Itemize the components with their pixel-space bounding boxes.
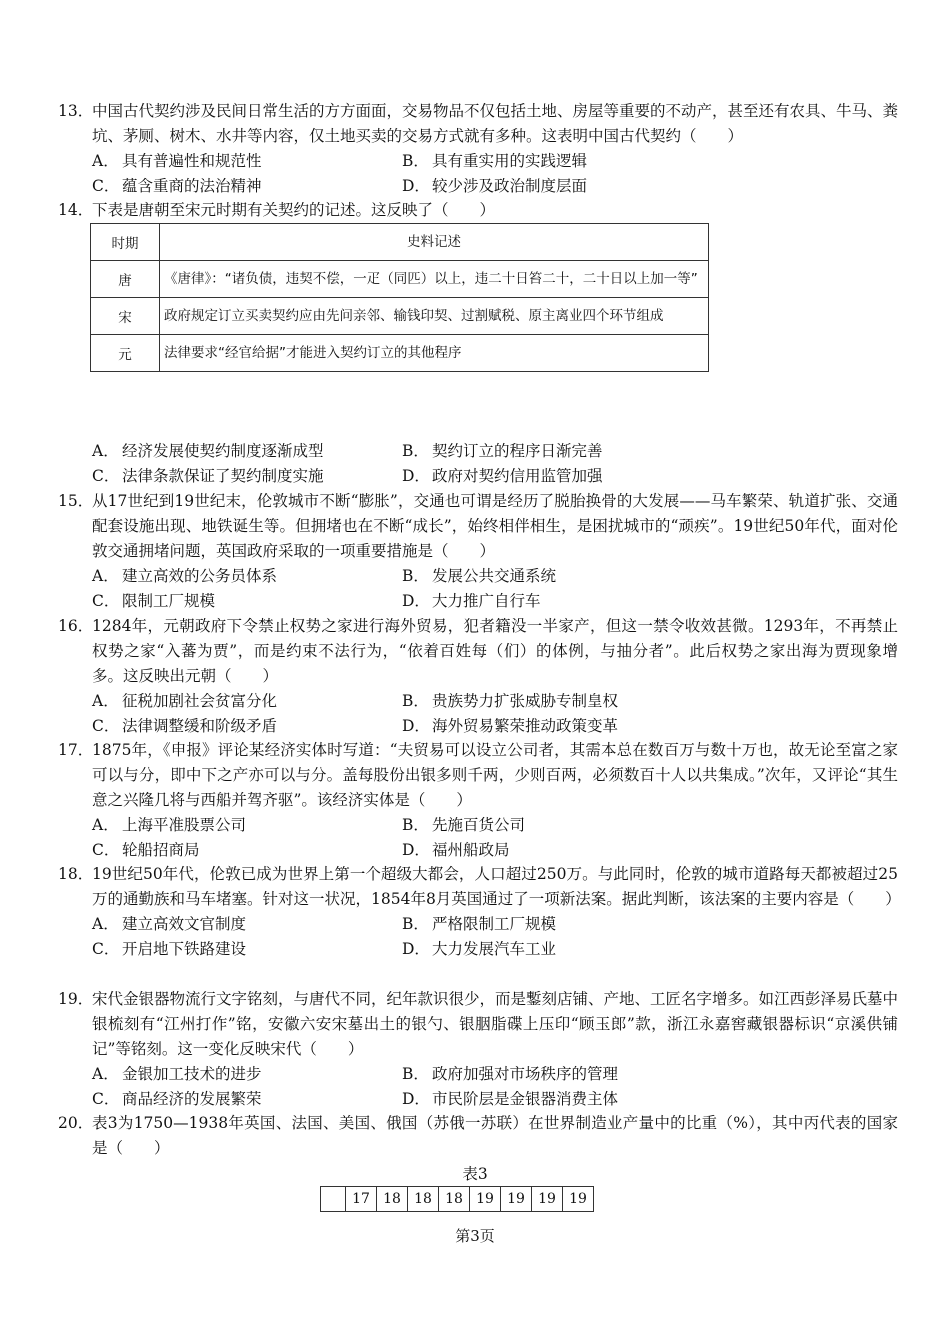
- question-text: 19世纪50年代，伦敦已成为世界上第一个超级大都会，人口超过250万。与此同时，伦敦的城市道路每天都被超过25万的通勤族和马车堵塞。针对这一状况，1854年8月英国通过了一项新法案。据此判断，该法案的主要内容是（ ）: [92, 865, 901, 908]
- option-b[interactable]: B． 发展公共交通系统: [402, 567, 557, 585]
- option-c[interactable]: C． 限制工厂规模: [92, 592, 216, 610]
- question-text: 宋代金银器物流行文字铭刻，与唐代不同，纪年款识很少，而是鏨刻店铺、产地、工匠名字增多。如江西彭泽易氏墓中银梳刻有“江州打作”铭，安徽六安宋墓出土的银勺、银胭脂碟上压印“顾玉郎”款，浙江永嘉窖藏银器标识“京溪供铺记”等铭刻。这一变化反映宋代（ ）: [92, 990, 899, 1058]
- options: [92, 439, 898, 489]
- table-header-cell: 时期: [91, 224, 160, 261]
- option-a[interactable]: A． 经济发展使契约制度逐渐成型: [92, 442, 324, 460]
- question-19: [58, 987, 898, 1112]
- table-header-row: [91, 224, 709, 261]
- option-a[interactable]: A． 具有普遍性和规范性: [92, 152, 262, 170]
- question-text: 中国古代契约涉及民间日常生活的方方面面，交易物品不仅包括土地、房屋等重要的不动产，甚至还有农具、牛马、粪坑、茅厕、树木、水井等内容，仅土地买卖的交易方式就有多种。这表明中国古代契约（ ）: [92, 102, 899, 145]
- table-cell: 18: [408, 1187, 439, 1212]
- table-cell: 19: [563, 1187, 594, 1212]
- question-text: 从17世纪到19世纪末，伦敦城市不断“膨胀”，交通也可谓是经历了脱胎换骨的大发展——马车繁荣、轨道扩张、交通配套设施出现、地铁诞生等。但拥堵也在不断“成长”，始终相伴相生，是困扰城市的“顽疾”。19世纪50年代，面对伦敦交通拥堵问题，英国政府采取的一项重要措施是（ ）: [92, 492, 898, 560]
- option-a[interactable]: A． 建立高效的公务员体系: [92, 567, 278, 585]
- option-a[interactable]: A． 建立高效文官制度: [92, 915, 247, 933]
- options: [92, 912, 898, 962]
- option-b[interactable]: B． 具有重实用的实践逻辑: [402, 152, 588, 170]
- option-c[interactable]: C． 法律条款保证了契约制度实施: [92, 467, 324, 485]
- table-cell: 18: [377, 1187, 408, 1212]
- record-cell: 法律要求“经官给据”才能进入契约订立的其他程序: [160, 335, 709, 372]
- option-d[interactable]: D． 政府对契约信用监管加强: [402, 467, 603, 485]
- option-a[interactable]: A． 金银加工技术的进步: [92, 1065, 262, 1083]
- options: [92, 689, 898, 739]
- option-b[interactable]: B． 契约订立的程序日渐完善: [402, 442, 603, 460]
- question-number: 17．: [58, 741, 94, 759]
- question-number: 16．: [58, 617, 94, 635]
- table-cell: 19: [532, 1187, 563, 1212]
- question-text: 下表是唐朝至宋元时期有关契约的记述。这反映了（ ）: [92, 201, 496, 219]
- question-text: 1284年，元朝政府下令禁止权势之家进行海外贸易，犯者籍没一半家产，但这一禁令收效甚微。1293年，不再禁止权势之家“入蕃为贾”，而是约束不法行为，“依着百姓每（们）的体例，与抽分者”。此后权势之家出海为贾现象增多。这反映出元朝（ ）: [92, 617, 898, 685]
- table-cell: 19: [470, 1187, 501, 1212]
- page-number: 第3页: [455, 1227, 495, 1245]
- option-c[interactable]: C． 开启地下铁路建设: [92, 940, 247, 958]
- option-a[interactable]: A． 上海平准股票公司: [92, 816, 247, 834]
- options: [92, 1062, 898, 1112]
- question-17: [58, 738, 898, 863]
- option-c[interactable]: C． 商品经济的发展繁荣: [92, 1090, 262, 1108]
- table-row: [321, 1187, 594, 1212]
- option-b[interactable]: B． 贵族势力扩张威胁专制皇权: [402, 692, 619, 710]
- option-d[interactable]: D． 市民阶层是金银器消费主体: [402, 1090, 619, 1108]
- option-a[interactable]: A． 征税加剧社会贫富分化: [92, 692, 278, 710]
- option-d[interactable]: D． 较少涉及政治制度层面: [402, 177, 588, 195]
- production-share-table: [320, 1186, 594, 1212]
- question-number: 20．: [58, 1114, 94, 1132]
- contract-history-table: [90, 223, 709, 372]
- question-16: [58, 614, 898, 739]
- option-c[interactable]: C． 法律调整缓和阶级矛盾: [92, 717, 278, 735]
- option-b[interactable]: B． 政府加强对市场秩序的管理: [402, 1065, 619, 1083]
- option-b[interactable]: B． 严格限制工厂规模: [402, 915, 557, 933]
- question-number: 15．: [58, 492, 94, 510]
- table-row: [91, 261, 709, 298]
- question-14-options: [58, 439, 898, 489]
- question-20: [58, 1111, 898, 1161]
- table-header-cell: 史料记述: [160, 224, 709, 261]
- options: [92, 564, 898, 614]
- option-d[interactable]: D． 福州船政局: [402, 841, 510, 859]
- table-cell: 19: [501, 1187, 532, 1212]
- question-text: 1875年，《申报》评论某经济实体时写道：“夫贸易可以设立公司者，其需本总在数百万与数十万也，故无论至富之家可以与分，即中下之产亦可以与分。盖每股份出银多则千两，少则百两，必须数百十人以共集成。”次年，又评论“其生意之兴隆几将与西船并驾齐驱”。该经济实体是（ ）: [92, 741, 898, 809]
- option-c[interactable]: C． 轮船招商局: [92, 841, 200, 859]
- options: [92, 149, 898, 199]
- question-number: 14．: [58, 201, 94, 219]
- option-b[interactable]: B． 先施百货公司: [402, 816, 526, 834]
- question-number: 13．: [58, 102, 94, 120]
- option-d[interactable]: D． 海外贸易繁荣推动政策变革: [402, 717, 619, 735]
- question-18: [58, 862, 901, 962]
- record-cell: 政府规定订立买卖契约应由先问亲邻、输钱印契、过割赋税、原主离业四个环节组成: [160, 298, 709, 335]
- options: [92, 813, 898, 863]
- table-row: [91, 335, 709, 372]
- table-cell: 18: [439, 1187, 470, 1212]
- table-cell: [321, 1187, 346, 1212]
- question-number: 18．: [58, 865, 94, 883]
- period-cell: 唐: [91, 261, 160, 298]
- table-cell: 17: [346, 1187, 377, 1212]
- record-cell: 《唐律》：“诸负债，违契不偿，一疋（同匹）以上，违二十日笞二十，二十日以上加一等”: [160, 261, 709, 298]
- option-d[interactable]: D． 大力推广自行车: [402, 592, 541, 610]
- question-number: 19．: [58, 990, 94, 1008]
- table-row: [91, 298, 709, 335]
- period-cell: 宋: [91, 298, 160, 335]
- period-cell: 元: [91, 335, 160, 372]
- question-text: 表3为1750—1938年英国、法国、美国、俄国（苏俄一苏联）在世界制造业产量中的比重（%），其中丙代表的国家是（ ）: [92, 1114, 898, 1157]
- option-d[interactable]: D． 大力发展汽车工业: [402, 940, 557, 958]
- question-14: [58, 198, 898, 223]
- option-c[interactable]: C． 蕴含重商的法治精神: [92, 177, 262, 195]
- question-13: [58, 99, 898, 199]
- question-15: [58, 489, 898, 614]
- table-title: 表3: [462, 1165, 488, 1183]
